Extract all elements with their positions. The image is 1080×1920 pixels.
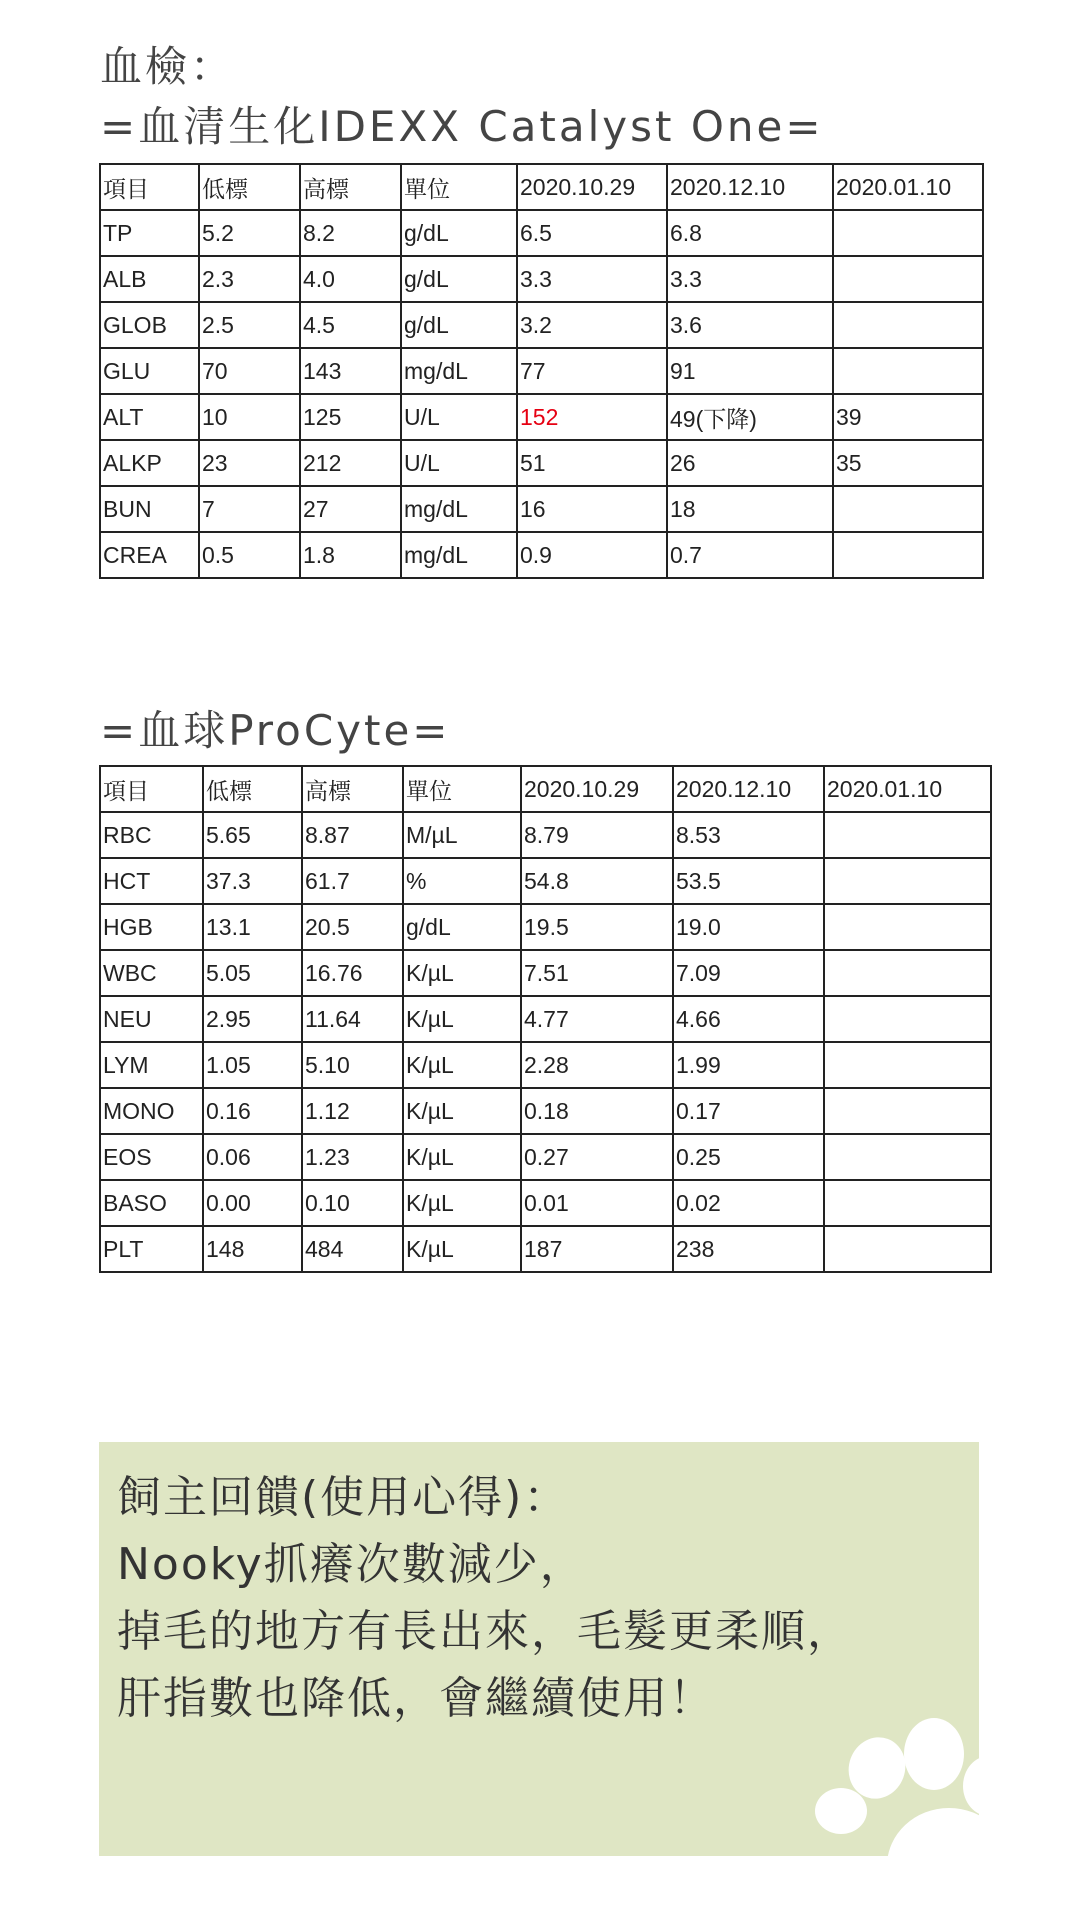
cbc-cell: 2020.12.10 [673, 766, 824, 812]
serum-cell: 49(下降) [667, 394, 833, 440]
serum-cell: 8.2 [300, 210, 401, 256]
serum-cell: 6.5 [517, 210, 667, 256]
serum-row [100, 440, 983, 486]
cbc-cell: 5.05 [203, 950, 302, 996]
cbc-cell: 0.17 [673, 1088, 824, 1134]
cbc-cell: 8.79 [521, 812, 673, 858]
serum-row [100, 210, 983, 256]
serum-cell: 10 [199, 394, 300, 440]
serum-cell: U/L [401, 394, 517, 440]
serum-cell: 16 [517, 486, 667, 532]
serum-row [100, 532, 983, 578]
cbc-cell: K/µL [403, 1134, 521, 1180]
cbc-cell [824, 1042, 991, 1088]
serum-cell: 2020.10.29 [517, 164, 667, 210]
cbc-cell: 0.25 [673, 1134, 824, 1180]
serum-cell: 91 [667, 348, 833, 394]
cbc-cell: 484 [302, 1226, 403, 1272]
serum-cell: 51 [517, 440, 667, 486]
cbc-row [100, 1088, 991, 1134]
cbc-cell: 19.5 [521, 904, 673, 950]
cbc-row [100, 996, 991, 1042]
cbc-cell: K/µL [403, 1042, 521, 1088]
serum-cell: mg/dL [401, 532, 517, 578]
cbc-cell: 61.7 [302, 858, 403, 904]
cbc-cell: g/dL [403, 904, 521, 950]
serum-cell: 23 [199, 440, 300, 486]
cbc-cell [824, 1180, 991, 1226]
serum-cell [833, 256, 983, 302]
serum-cell: 1.8 [300, 532, 401, 578]
cbc-cell [824, 1226, 991, 1272]
cbc-cell: 2.28 [521, 1042, 673, 1088]
cbc-cell: 8.53 [673, 812, 824, 858]
serum-cell: 143 [300, 348, 401, 394]
cbc-cell: BASO [100, 1180, 203, 1226]
serum-cell: 0.5 [199, 532, 300, 578]
cbc-cell: 2.95 [203, 996, 302, 1042]
serum-cell [833, 302, 983, 348]
cbc-cell: 54.8 [521, 858, 673, 904]
serum-cell: 6.8 [667, 210, 833, 256]
serum-cell: GLOB [100, 302, 199, 348]
serum-cell: 3.3 [517, 256, 667, 302]
serum-cell: 35 [833, 440, 983, 486]
cbc-row [100, 904, 991, 950]
cbc-cell: 238 [673, 1226, 824, 1272]
serum-cell: ALT [100, 394, 199, 440]
serum-cell: GLU [100, 348, 199, 394]
cbc-cell: 單位 [403, 766, 521, 812]
serum-cell: 3.6 [667, 302, 833, 348]
cbc-cell: MONO [100, 1088, 203, 1134]
cbc-cell: HCT [100, 858, 203, 904]
cbc-cell: 7.09 [673, 950, 824, 996]
cbc-cell: 0.16 [203, 1088, 302, 1134]
procyte-heading: =血球ProCyte= [100, 706, 451, 755]
cbc-cell: PLT [100, 1226, 203, 1272]
cbc-cell: M/µL [403, 812, 521, 858]
cbc-cell: 53.5 [673, 858, 824, 904]
cbc-row [100, 1226, 991, 1272]
cbc-cell: 16.76 [302, 950, 403, 996]
blood-count-table [99, 765, 992, 1273]
cbc-row [100, 1134, 991, 1180]
serum-cell: U/L [401, 440, 517, 486]
cbc-cell [824, 1134, 991, 1180]
serum-cell: 77 [517, 348, 667, 394]
serum-cell: 4.0 [300, 256, 401, 302]
serum-cell: 26 [667, 440, 833, 486]
serum-cell: 5.2 [199, 210, 300, 256]
cbc-cell: 5.10 [302, 1042, 403, 1088]
cbc-cell: 0.01 [521, 1180, 673, 1226]
serum-cell: 項目 [100, 164, 199, 210]
cbc-cell: 0.18 [521, 1088, 673, 1134]
cbc-cell: 項目 [100, 766, 203, 812]
owner-feedback-text [117, 1464, 853, 1732]
cbc-row [100, 1180, 991, 1226]
cbc-cell: 2020.10.29 [521, 766, 673, 812]
cbc-cell: WBC [100, 950, 203, 996]
serum-cell [833, 210, 983, 256]
cbc-cell: 19.0 [673, 904, 824, 950]
cbc-cell: K/µL [403, 996, 521, 1042]
serum-cell [833, 486, 983, 532]
cbc-row [100, 950, 991, 996]
serum-cell: 2020.12.10 [667, 164, 833, 210]
serum-cell: 2.5 [199, 302, 300, 348]
cbc-cell: NEU [100, 996, 203, 1042]
serum-row [100, 348, 983, 394]
cbc-cell: 20.5 [302, 904, 403, 950]
cbc-cell: 0.27 [521, 1134, 673, 1180]
serum-cell: 0.9 [517, 532, 667, 578]
serum-chemistry-heading: =血清生化IDEXX Catalyst One= [100, 102, 824, 151]
serum-row [100, 486, 983, 532]
cbc-cell: 0.06 [203, 1134, 302, 1180]
cbc-cell: 1.12 [302, 1088, 403, 1134]
cbc-cell [824, 1088, 991, 1134]
cbc-cell: 11.64 [302, 996, 403, 1042]
cbc-cell: K/µL [403, 1088, 521, 1134]
serum-cell: 0.7 [667, 532, 833, 578]
cbc-cell: 0.10 [302, 1180, 403, 1226]
cbc-row [100, 858, 991, 904]
cbc-row [100, 812, 991, 858]
feedback-line: Nooky抓癢次數減少， [117, 1539, 586, 1590]
cbc-cell: 1.99 [673, 1042, 824, 1088]
serum-cell: 125 [300, 394, 401, 440]
serum-cell: 7 [199, 486, 300, 532]
serum-cell: BUN [100, 486, 199, 532]
cbc-row [100, 1042, 991, 1088]
cbc-cell: EOS [100, 1134, 203, 1180]
serum-cell: 2.3 [199, 256, 300, 302]
cbc-cell [824, 950, 991, 996]
serum-row [100, 256, 983, 302]
owner-feedback-box [99, 1442, 979, 1856]
serum-cell: mg/dL [401, 486, 517, 532]
cbc-header-row [100, 766, 991, 812]
paw-print-icon [799, 1716, 979, 1856]
cbc-cell: 0.00 [203, 1180, 302, 1226]
cbc-cell: LYM [100, 1042, 203, 1088]
serum-cell: 27 [300, 486, 401, 532]
serum-cell: 低標 [199, 164, 300, 210]
cbc-cell: K/µL [403, 1180, 521, 1226]
cbc-cell: 4.77 [521, 996, 673, 1042]
serum-cell: 4.5 [300, 302, 401, 348]
cbc-cell: RBC [100, 812, 203, 858]
serum-row [100, 302, 983, 348]
cbc-cell: K/µL [403, 950, 521, 996]
serum-cell: 3.2 [517, 302, 667, 348]
serum-cell: 3.3 [667, 256, 833, 302]
serum-cell [833, 348, 983, 394]
cbc-cell [824, 996, 991, 1042]
serum-cell: 212 [300, 440, 401, 486]
cbc-cell: 187 [521, 1226, 673, 1272]
serum-cell: CREA [100, 532, 199, 578]
serum-cell: 39 [833, 394, 983, 440]
serum-cell: g/dL [401, 302, 517, 348]
feedback-line: 掉毛的地方有長出來，毛髮更柔順， [117, 1606, 853, 1657]
serum-cell [833, 532, 983, 578]
serum-cell: 單位 [401, 164, 517, 210]
serum-cell: ALB [100, 256, 199, 302]
serum-cell: 152 [517, 394, 667, 440]
cbc-cell [824, 904, 991, 950]
cbc-cell: % [403, 858, 521, 904]
serum-cell: mg/dL [401, 348, 517, 394]
serum-row [100, 394, 983, 440]
feedback-line: 飼主回饋(使用心得)： [117, 1472, 570, 1523]
serum-cell: TP [100, 210, 199, 256]
cbc-cell: 2020.01.10 [824, 766, 991, 812]
cbc-cell: 1.23 [302, 1134, 403, 1180]
serum-cell: 高標 [300, 164, 401, 210]
cbc-cell: 5.65 [203, 812, 302, 858]
cbc-cell: 1.05 [203, 1042, 302, 1088]
serum-cell: 70 [199, 348, 300, 394]
cbc-cell: 低標 [203, 766, 302, 812]
serum-cell: ALKP [100, 440, 199, 486]
feedback-line: 肝指數也降低，會繼續使用！ [117, 1673, 715, 1724]
cbc-cell: 148 [203, 1226, 302, 1272]
cbc-cell: 7.51 [521, 950, 673, 996]
cbc-cell: 0.02 [673, 1180, 824, 1226]
serum-cell: 18 [667, 486, 833, 532]
cbc-cell: K/µL [403, 1226, 521, 1272]
serum-header-row [100, 164, 983, 210]
serum-cell: g/dL [401, 256, 517, 302]
cbc-cell: 13.1 [203, 904, 302, 950]
cbc-cell [824, 858, 991, 904]
cbc-cell: HGB [100, 904, 203, 950]
cbc-cell: 8.87 [302, 812, 403, 858]
blood-test-heading: 血檢： [100, 42, 236, 91]
cbc-cell: 37.3 [203, 858, 302, 904]
serum-cell: g/dL [401, 210, 517, 256]
cbc-cell [824, 812, 991, 858]
cbc-cell: 高標 [302, 766, 403, 812]
serum-chemistry-table [99, 163, 984, 579]
serum-cell: 2020.01.10 [833, 164, 983, 210]
cbc-cell: 4.66 [673, 996, 824, 1042]
